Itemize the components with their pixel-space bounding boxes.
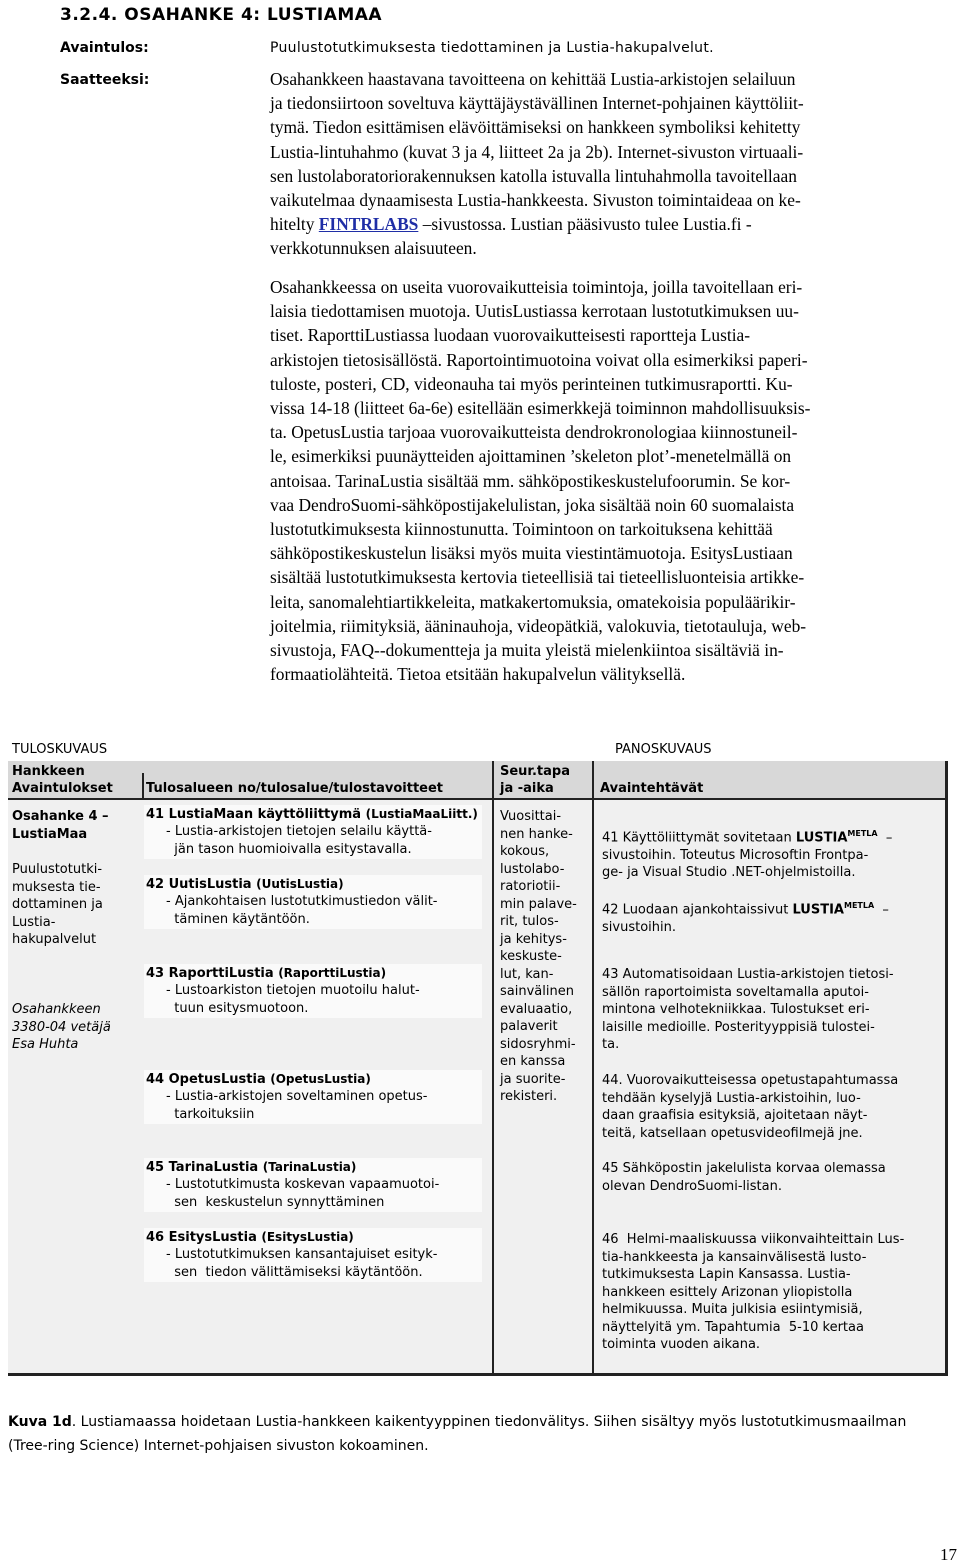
result-description: - Ajankohtaisen lustotutkimustiedon välit- täminen käytäntöön. <box>166 894 438 927</box>
text-line: ta. OpetusLustia tarjoaa vuorovaikutteista dendrokronologiaa kiinnostuneil- <box>270 422 798 443</box>
caption-label: Kuva 1d <box>8 1414 72 1430</box>
result-block <box>144 1158 482 1212</box>
task-dash: – <box>877 830 893 846</box>
result-block <box>144 805 482 859</box>
result-description: - Lustotutkimusta koskevan vapaamuotoi- sen keskustelun synnyttäminen <box>166 1177 440 1210</box>
text-line: sen lustolaboratoriorakennuksen katolla istuvalla lintuhahmolla tavoitellaan <box>270 165 797 186</box>
text-line: sähköpostikeskustelun lisäksi myös muita viestintämuotoja. EsitysLustiaan <box>270 543 793 564</box>
text-line: arkistojen tietosisällöstä. Raportointimuotoina voivat olla esimerkiksi paperi- <box>270 349 808 370</box>
seuranta-text: Vuosittai- nen hanke- kokous, lustolabo- ratoriotii- min palave- rit, tulos- ja kehitys- keskuste- lut, kan- sainvälinen evaluaatio, palaverit sidosryhmi- en kanssa ja suorite- rekisteri. <box>500 809 577 1104</box>
result-block <box>144 1070 482 1124</box>
section-title: OSAHANKE 4: LUSTIAMAA <box>124 5 383 25</box>
caption-text: . Lustiamaassa hoidetaan Lustia-hankkeen kaikentyyppinen tiedonvälitys. Siihen sisältyy myös lustotutkimusmaailman (Tree-ring Science) Internet-pohjaisen sivuston kokoaminen. <box>8 1414 907 1454</box>
text-line: laisia tiedottamisen muotoja. UutisLustiassa kerrotaan lustotutkimuksen uu- <box>270 301 799 322</box>
result-tag: (UutisLustia) <box>256 877 344 891</box>
osahanke-leader: Osahankkeen 3380-04 vetäjä Esa Huhta <box>12 1002 111 1052</box>
text-line: lustotutkimuksesta kiinnostunutta. Toimintoon on tarkoituksena kehittää <box>270 519 773 540</box>
metla-sup: METLA <box>844 901 875 910</box>
result-tag: (OpetusLustia) <box>270 1072 371 1086</box>
result-block <box>144 964 482 1018</box>
header-seurtapa: Seur.tapa ja -aika <box>500 764 570 796</box>
text-line: Osahankkeessa on useita vuorovaikutteisia toimintoja, joilla tavoitellaan eri- <box>270 277 803 297</box>
text-line: vaa DendroSuomi-sähköpostijakelulistan, joka sisältää noin 60 suomalaista <box>270 494 795 515</box>
text-line: leita, sanomalehtiartikkeleita, matkakertomuksia, omatekoisia populäärikir- <box>270 591 796 612</box>
result-block <box>144 1228 482 1282</box>
text-line-with-link <box>270 212 920 236</box>
section-number: 3.2.4. <box>60 5 118 25</box>
saatteeksi-label: Saatteeksi: <box>60 72 150 88</box>
section-heading <box>60 5 382 25</box>
text-line: antoisaa. TarinaLustia sisältää mm. sähköpostikeskustelufoorumin. Se kor- <box>270 470 791 491</box>
task-text: 41 Käyttöliittymät sovitetaan <box>602 830 796 846</box>
text-line: sisältää lustotutkimuksesta kertovia tieteellisiä tai tieteellisluonteisia artikke- <box>270 567 805 588</box>
paragraph-activities <box>270 275 920 686</box>
column-divider <box>142 773 144 799</box>
task-item <box>602 897 889 936</box>
result-title: 43 RaporttiLustia <box>146 966 274 981</box>
result-tag: (TarinaLustia) <box>262 1160 357 1174</box>
lustia-brand: LUSTIA <box>792 902 844 918</box>
task-item: 43 Automatisoidaan Lustia-arkistojen tietosi- sällön raportoimista soveltamalla aputoi- mintona velhotekniikkaa. Tulostukset eri- laisille medioille. Posterityyppisiä tulostei- ta. <box>602 967 894 1052</box>
task-item: 46 Helmi-maaliskuussa viikonvaihteittain Lus- tia-hankkeesta ja kansainvälisestä lusto- tutkimuksesta Lapin Kansassa. Lustia- hankkeen esittely Arizonan yliopistolla helmikuussa. Muita julkisia esiintymisiä, näyttelyitä ym. Tapahtumia 5-10 kertaa toiminta vuoden aikana. <box>602 1232 905 1352</box>
osahanke-description: Puulustotutki- muksesta tie- dottaminen ja Lustia- hakupalvelut <box>12 862 103 947</box>
text-line: tiset. RaporttiLustiassa luodaan vuorovaikutteisesti raportteja Lustia- <box>270 325 751 346</box>
text-line: tymä. Tiedon esittämisen elävöittämiseksi on hankkeen symboliksi kehitetty <box>270 117 801 138</box>
osahanke-title: Osahanke 4 – LustiaMaa <box>12 809 109 842</box>
result-tag: (RaporttiLustia) <box>278 966 387 980</box>
result-description: - Lustoarkiston tietojen muotoilu halut- tuun esitysmuotoon. <box>166 983 420 1016</box>
result-tag: (EsitysLustia) <box>261 1230 354 1244</box>
task-item: 44. Vuorovaikutteisessa opetustapahtumassa tehdään kyselyjä Lustia-arkistoihin, luo- daan graafisia esityksiä, ajoitetaan näyt- teitä, katsellaan opetusvideofilmejä jne. <box>602 1073 899 1141</box>
figure-table <box>8 740 948 1376</box>
task-dash: – <box>874 902 889 918</box>
text-line: verkkotunnuksen alaisuuteen. <box>270 238 477 259</box>
result-title: 41 LustiaMaan käyttöliittymä <box>146 807 362 822</box>
task-text: sivustoihin. <box>602 919 676 935</box>
fintrlabs-link[interactable]: FINTRLABS <box>318 214 419 235</box>
header-avaintulokset: Hankkeen Avaintulokset <box>12 764 113 796</box>
task-text: 42 Luodaan ajankohtaissivut <box>602 902 793 918</box>
text-line: Osahankkeen haastavana tavoitteena on kehittää Lustia-arkistojen selailuun <box>270 69 796 89</box>
text-line: le, esimerkiksi puunäytteiden ajoittaminen ’skeleton plot’-menetelmällä on <box>270 446 792 467</box>
text-line: tuloste, posteri, CD, videonauha tai myös perinteinen tutkimusraportti. Ku- <box>270 373 793 394</box>
result-tag: (LustiaMaaLiitt.) <box>365 807 478 821</box>
link-suffix: –sivustossa. Lustian pääsivusto tulee Lustia.fi - <box>418 214 752 235</box>
avaintulos-value: Puulustotutkimuksesta tiedottaminen ja Lustia-hakupalvelut. <box>270 40 714 56</box>
task-item <box>602 825 892 882</box>
paragraph-intro <box>270 67 920 261</box>
link-prefix: hitelty <box>270 214 319 235</box>
lustia-brand: LUSTIA <box>795 830 848 846</box>
text-line: formaatiolähteitä. Tietoa etsitään hakupalvelun välityksellä. <box>270 664 686 685</box>
text-line: vissa 14-18 (liitteet 6a-6e) esitellään esimerkkejä toiminnon mahdollisuuksis- <box>270 398 811 419</box>
task-text: sivustoihin. Toteutus Microsoftin Frontpa- ge- ja Visual Studio .NET-ohjelmistoilla. <box>602 847 869 881</box>
figure-caption <box>8 1410 948 1458</box>
task-item: 45 Sähköpostin jakelulista korvaa olemassa olevan DendroSuomi-listan. <box>602 1161 886 1194</box>
label-panoskuvaus: PANOSKUVAUS <box>615 742 712 757</box>
result-title: 45 TarinaLustia <box>146 1160 259 1175</box>
column-divider <box>492 761 494 1373</box>
header-tulosalue: Tulosalueen no/tulosalue/tulostavoitteet <box>146 781 444 796</box>
page-number: 17 <box>940 1545 957 1564</box>
text-line: sivustoja, FAQ--dokumentteja ja muita yleistä mielenkiintoa sisältäviä in- <box>270 640 784 661</box>
result-title: 42 UutisLustia <box>146 877 252 892</box>
result-description: - Lustia-arkistojen tietojen selailu käyttä- jän tason huomioivalla esitystavalla. <box>166 824 432 857</box>
column-divider <box>592 761 594 1373</box>
result-title: 44 OpetusLustia <box>146 1072 266 1087</box>
metla-sup: METLA <box>847 829 878 838</box>
text-line: joitelmia, riimityksiä, ääninauhoja, videopätkiä, valokuvia, tietotauluja, web- <box>270 615 807 636</box>
table-body <box>8 761 948 1376</box>
avaintulos-label: Avaintulos: <box>60 40 149 56</box>
result-description: - Lustotutkimuksen kansantajuiset esityk- sen tiedon välittämiseksi käytäntöön. <box>166 1247 438 1280</box>
result-title: 46 EsitysLustia <box>146 1230 257 1245</box>
label-tuloskuvaus: TULOSKUVAUS <box>12 742 108 757</box>
header-avaintehtavat: Avaintehtävät <box>600 781 704 796</box>
text-line: vaikutelmaa dynaamisesta Lustia-hankkeesta. Sivuston toimintaideaa on ke- <box>270 190 801 211</box>
text-line: ja tiedonsiirtoon soveltuva käyttäjäystävällinen Internet-pohjainen käyttöliit- <box>270 93 804 114</box>
result-block <box>144 875 482 929</box>
result-description: - Lustia-arkistojen soveltaminen opetus- tarkoituksiin <box>166 1089 428 1122</box>
table-header <box>8 761 945 800</box>
text-line: Lustia-lintuhahmo (kuvat 3 ja 4, liitteet 2a ja 2b). Internet-sivuston virtuaali- <box>270 141 804 162</box>
